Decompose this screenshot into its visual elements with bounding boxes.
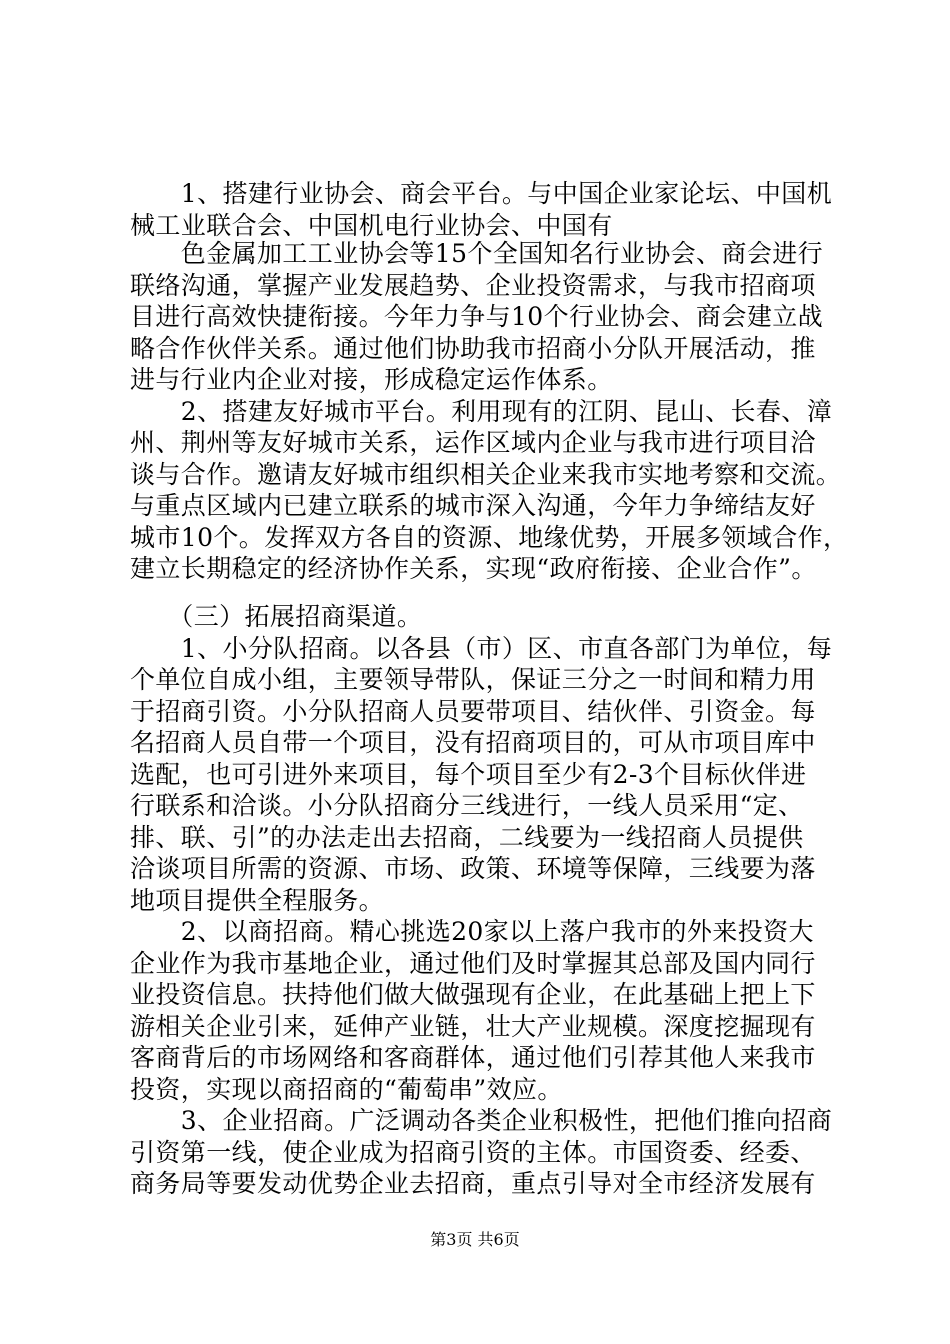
text-line: 谈与合作。邀请友好城市组织相关企业来我市实地考察和交流。 [130,459,842,489]
text-line: 1、搭建行业协会、商会平台。与中国企业家论坛、中国机 [130,179,833,208]
text-line: 游相关企业引来，延伸产业链，壮大产业规模。深度挖掘现有 [130,1011,816,1041]
text-line: 业投资信息。扶持他们做大做强现有企业，在此基础上把上下 [130,980,816,1009]
text-line: 3、企业招商。广泛调动各类企业积极性，把他们推向招商 [130,1106,833,1135]
text-line: 商务局等要发动优势企业去招商，重点引导对全市经济发展有 [130,1169,816,1198]
text-line: 于招商引资。小分队招商人员要带项目、结伙伴、引资金。每 [130,696,816,726]
text-line: 个单位自成小组，主要领导带队，保证三分之一时间和精力用 [130,665,816,694]
text-line: 城市10个。发挥双方各自的资源、地缘优势，开展多领域合作， [130,522,849,552]
paragraph-group-3 [130,601,833,1200]
text-line: 排、联、引”的办法走出去招商，二线要为一线招商人员提供 [130,822,804,852]
section-heading: （三）拓展招商渠道。 [130,602,423,631]
text-line: 企业作为我市基地企业，通过他们及时掌握其总部及国内同行 [130,948,816,978]
text-line: 建立长期稳定的经济协作关系，实现“政府衔接、企业合作”。 [130,554,817,583]
text-line: 2、以商招商。精心挑选20家以上落户我市的外来投资大 [130,917,814,946]
text-line: 选配，也可引进外来项目，每个项目至少有2-3个目标伙伴进 [130,759,807,789]
text-line: 进与行业内企业对接，形成稳定运作体系。 [130,365,613,394]
text-line: 目进行高效快捷衔接。今年力争与10个行业协会、商会建立战 [130,302,824,331]
text-line: 械工业联合会、中国机电行业协会、中国有 [130,210,613,240]
text-line: 2、搭建友好城市平台。利用现有的江阴、昆山、长春、漳 [130,396,833,426]
text-line: 投资，实现以商招商的“葡萄串”效应。 [130,1074,563,1104]
text-line: 略合作伙伴关系。通过他们协助我市招商小分队开展活动，推 [130,333,816,363]
text-line: 色金属加工工业协会等15个全国知名行业协会、商会进行 [130,239,824,268]
text-line: 1、小分队招商。以各县（市）区、市直各部门为单位，每 [130,633,833,663]
text-line: 行联系和洽谈。小分队招商分三线进行，一线人员采用“定、 [130,791,804,820]
page-number-footer: 第3页 共6页 [430,1230,520,1249]
text-line: 客商背后的市场网络和客商群体，通过他们引荐其他人来我市 [130,1043,816,1072]
text-line: 联络沟通，掌握产业发展趋势、企业投资需求，与我市招商项 [130,270,816,300]
paragraph-group-2 [130,238,849,585]
text-line: 州、荆州等友好城市关系，运作区域内企业与我市进行项目洽 [130,428,816,457]
text-line: 引资第一线，使企业成为招商引资的主体。市国资委、经委、 [130,1137,816,1167]
text-line: 名招商人员自带一个项目，没有招商项目的，可从市项目库中 [130,728,816,757]
text-line: 与重点区域内已建立联系的城市深入沟通，今年力争缔结友好 [130,491,816,520]
text-line: 洽谈项目所需的资源、市场、政策、环境等保障，三线要为落 [130,854,816,883]
paragraph-group-1 [130,178,833,241]
text-line: 地项目提供全程服务。 [130,885,385,915]
